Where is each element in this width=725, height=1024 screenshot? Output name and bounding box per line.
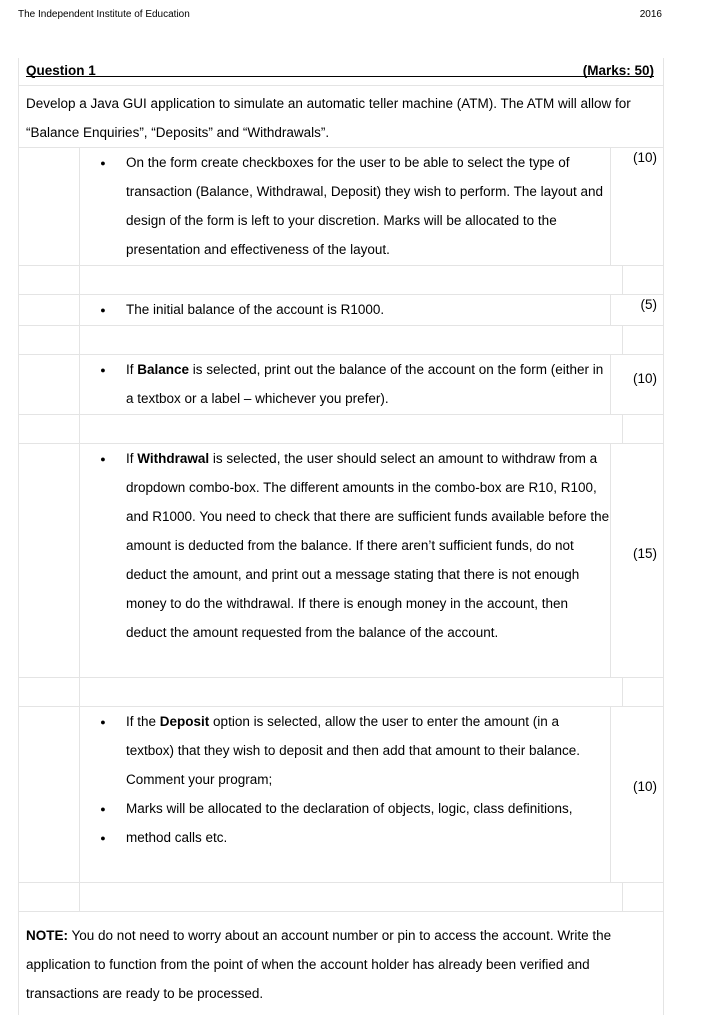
requirement-text: On the form create checkboxes for the user to be able to select the type of transaction (Balance, Withdrawal, Deposit) they wish to perform. The layout and design of the form is left to your discretion. Marks will be allocated to the presentation and effectiveness of the layout.: [126, 155, 603, 257]
question-heading-row: [19, 58, 663, 86]
bullet-icon: ●: [100, 716, 106, 727]
header-year: 2016: [639, 9, 662, 20]
bullet-icon: ●: [100, 304, 106, 315]
heading-underline: [26, 76, 654, 77]
question-table: [18, 58, 664, 1015]
requirement-row: [19, 148, 663, 266]
requirement-row: [19, 295, 663, 326]
requirement-row: [19, 444, 663, 678]
bullet-icon: ●: [100, 157, 106, 168]
note-text: You do not need to worry about an account number or pin to access the account. Write the application to function from the point of when the account holder has already been verified and transactions are ready to be processed.: [26, 928, 612, 1001]
bullet-icon: ●: [100, 832, 106, 843]
question-title: Question 1: [26, 63, 96, 78]
requirement-extra: Marks will be allocated to the declaration of objects, logic, class definitions, method calls etc.: [126, 801, 573, 845]
requirement-marks: (10): [632, 779, 657, 794]
bullet-icon: ●: [100, 364, 106, 375]
requirement-row: [19, 707, 663, 883]
requirement-text: If Balance is selected, print out the balance of the account on the form (either in a textbox or a label – whichever you prefer).: [126, 362, 604, 406]
page-header: [18, 9, 662, 20]
question-intro: Develop a Java GUI application to simulate an automatic teller machine (ATM). The ATM will allow for “Balance Enquiries”, “Deposits” and “Withdrawals”.: [19, 86, 663, 148]
requirement-extra: Comment your program;: [126, 772, 273, 787]
requirement-row: [19, 355, 663, 415]
note-paragraph: [19, 912, 663, 1015]
requirement-text: The initial balance of the account is R1000.: [126, 302, 385, 317]
note-label: NOTE:: [26, 928, 68, 943]
question-total-marks: (Marks: 50): [582, 63, 654, 78]
requirement-marks: (15): [632, 546, 657, 561]
bullet-icon: ●: [100, 453, 106, 464]
requirement-marks: (5): [640, 297, 657, 312]
requirement-text: If the Deposit option is selected, allow the user to enter the amount (in a textbox) that they wish to deposit and then add that amount to their balance. Comment your program; Marks will be allocated to the declaration of objects, logic, class definitions, method calls etc.: [126, 707, 610, 882]
bullet-icon: ●: [100, 803, 106, 814]
institution-name: The Independent Institute of Education: [18, 9, 190, 20]
requirement-marks: (10): [632, 150, 657, 165]
requirement-marks: (10): [632, 371, 657, 386]
requirement-text: If Withdrawal is selected, the user should select an amount to withdraw from a dropdown combo-box. The different amounts in the combo-box are R10, R100, and R1000. You need to check that there are sufficient funds available before the amount is deducted from the balance. If there aren’t sufficient funds, do not deduct the amount, and print out a message stating that there is not enough money to do the withdrawal. If there is enough money in the account, then deduct the amount requested from the balance of the account.: [126, 451, 610, 640]
